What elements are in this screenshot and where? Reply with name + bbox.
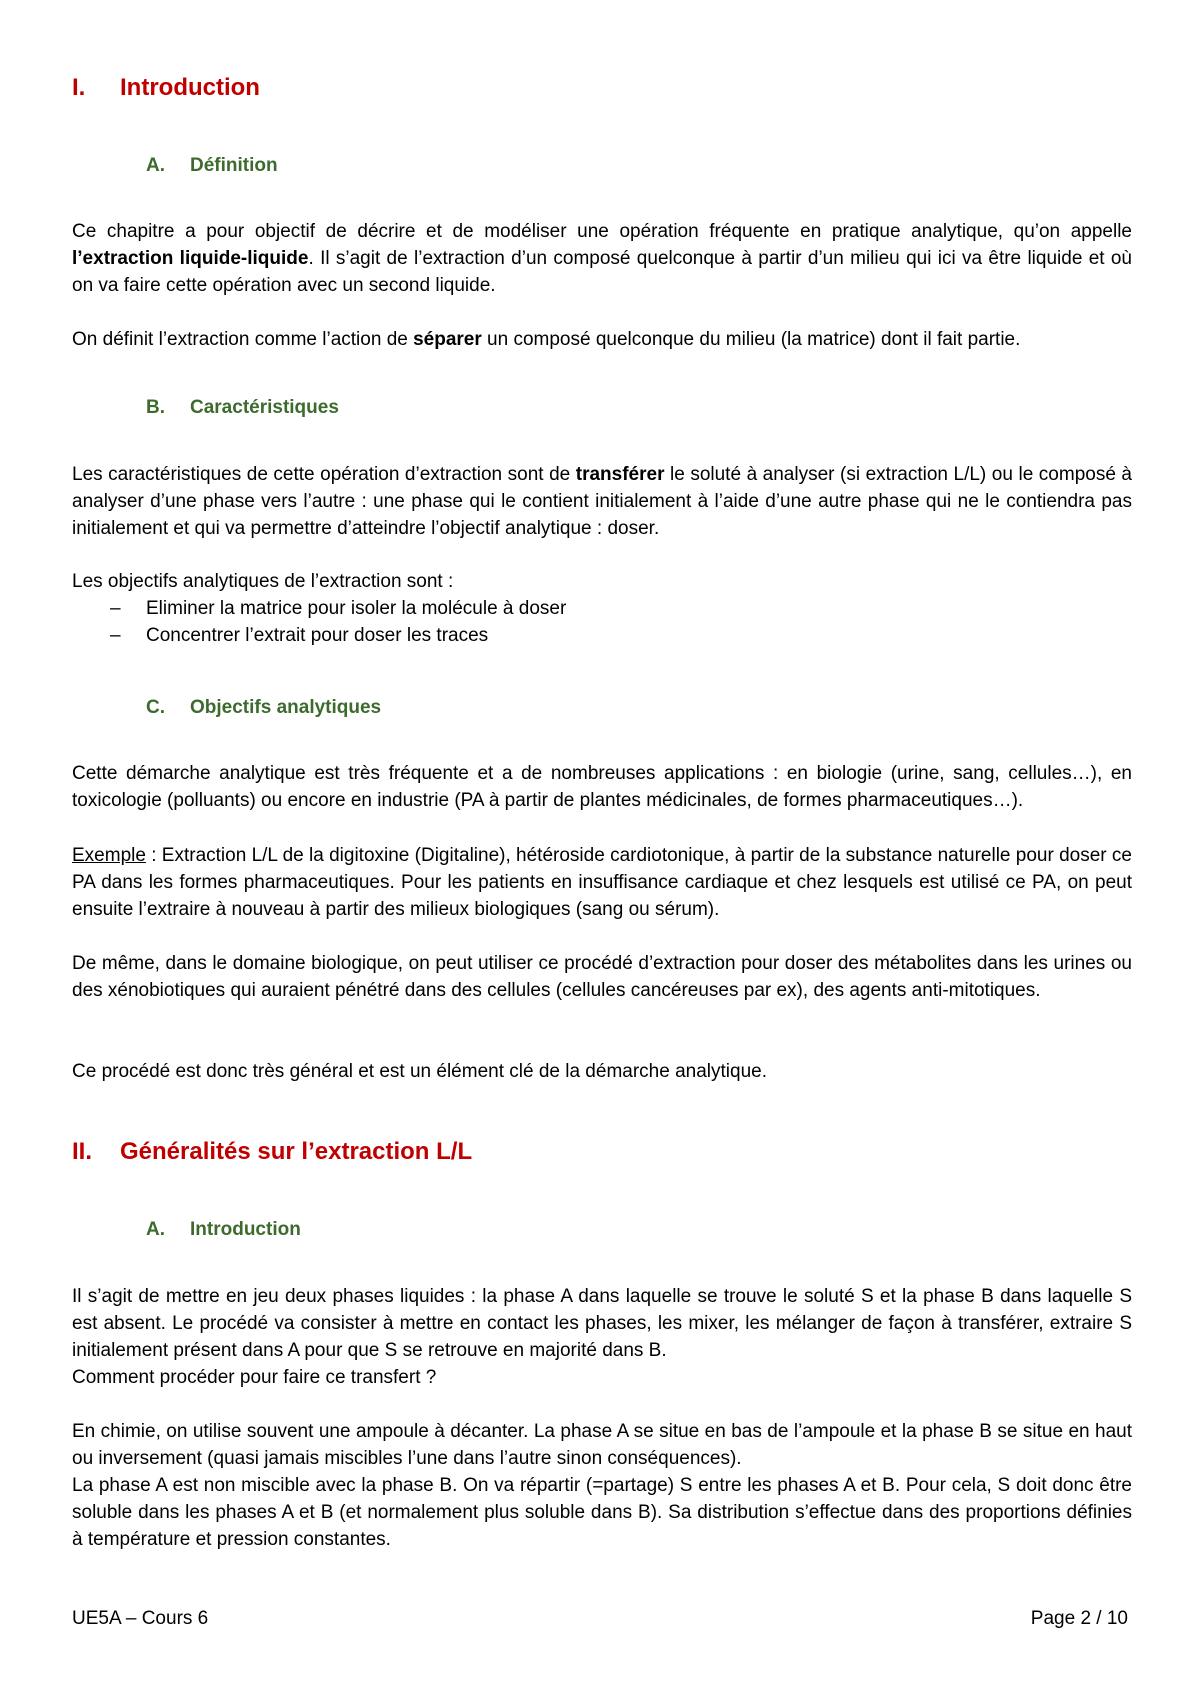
text-run: : Extraction L/L de la digitoxine (Digitaline), hétéroside cardiotonique, à partir de la substance naturelle pour doser ce PA dans les formes pharmaceutiques. Pour les patients en insuffisance cardiaque et chez lesquels est utilisé ce PA, on peut ensuite l’extraire à nouveau à partir des milieux biologiques (sang ou sérum).: [72, 845, 1132, 920]
objectives-list: [72, 595, 1132, 649]
subsection-1c-heading: [146, 697, 381, 719]
list-item-text: Eliminer la matrice pour isoler la molécule à doser: [146, 598, 567, 619]
subsection-1a-title: Définition: [190, 155, 278, 176]
subsection-1b-title: Caractéristiques: [190, 397, 339, 418]
section-1-number: I.: [72, 74, 86, 101]
objectives-list-intro: Les objectifs analytiques de l’extraction sont :: [72, 571, 454, 592]
conclusion-paragraph: Ce procédé est donc très général et est un élément clé de la démarche analytique.: [72, 1061, 767, 1082]
text-run: un composé quelconque du milieu (la matrice) dont il fait partie.: [481, 329, 1021, 350]
dash-bullet: –: [110, 598, 121, 619]
subsection-1b-heading: [146, 397, 339, 419]
bold-term: transférer: [575, 464, 665, 485]
subsection-2a-letter: A.: [146, 1219, 165, 1240]
paragraph-line: Comment procéder pour faire ce transfert ?: [72, 1367, 437, 1388]
text-run: Les caractéristiques de cette opération d’extraction sont de: [72, 464, 576, 485]
subsection-2a-heading: [146, 1219, 301, 1241]
footer-page-number: Page 2 / 10: [1030, 1608, 1128, 1629]
bold-term: l’extraction liquide-liquide: [72, 248, 309, 269]
phases-paragraph: [72, 1283, 1132, 1391]
subsection-2a-title: Introduction: [190, 1219, 301, 1240]
subsection-1a-letter: A.: [146, 155, 165, 176]
definition-paragraph-1: [72, 218, 1132, 299]
subsection-1c-title: Objectifs analytiques: [190, 697, 382, 718]
characteristics-paragraph: [72, 461, 1132, 542]
section-2-heading: [72, 1138, 472, 1166]
section-1-title: Introduction: [120, 74, 260, 101]
subsection-1a-heading: [146, 155, 278, 177]
footer-course: UE5A – Cours 6: [72, 1608, 209, 1629]
section-1-heading: [72, 74, 260, 102]
text-run: . Il s’agit de l’extraction d’un composé quelconque à partir d’un milieu qui ici va être liquide et où on va faire cette opération avec un second liquide.: [72, 248, 1132, 296]
definition-paragraph-2: [72, 326, 1132, 353]
list-item: [72, 622, 1132, 649]
dash-bullet: –: [110, 625, 121, 646]
list-item: [72, 595, 1132, 622]
text-run: le soluté à analyser (si extraction L/L) ou le composé à analyser d’une phase vers l’autre : une phase qui le contient initialement à l’aide d’une autre phase qui ne le contiendra pas initialement et qui va permettre d’atteindre l’objectif analytique : doser.: [72, 464, 1132, 539]
text-run: On définit l’extraction comme l’action de: [72, 329, 414, 350]
section-2-title: Généralités sur l’extraction L/L: [120, 1138, 473, 1165]
paragraph-line: Il s’agit de mettre en jeu deux phases liquides : la phase A dans laquelle se trouve le soluté S et la phase B dans laquelle S est absent. Le procédé va consister à mettre en contact les phases, les mixer, les mélanger de façon à transférer, extraire S initialement présent dans A pour que S se retrouve en majorité dans B.: [72, 1286, 1132, 1361]
biology-paragraph: De même, dans le domaine biologique, on peut utiliser ce procédé d’extraction pour doser des métabolites dans les urines ou des xénobiotiques qui auraient pénétré dans des cellules (cellules cancéreuses par ex), des agents anti-mitotiques.: [72, 953, 1132, 1001]
text-run: Ce chapitre a pour objectif de décrire et de modéliser une opération fréquente en pratique analytique, qu’on appelle: [72, 221, 1132, 242]
decanting-paragraph: [72, 1418, 1132, 1553]
bold-term: séparer: [413, 329, 482, 350]
subsection-1c-letter: C.: [146, 697, 165, 718]
paragraph-line: La phase A est non miscible avec la phase B. On va répartir (=partage) S entre les phases A et B. Pour cela, S doit donc être soluble dans les phases A et B (et normalement plus soluble dans B). Sa distribution s’effectue dans des proportions définies à température et pression constantes.: [72, 1475, 1132, 1550]
paragraph-line: En chimie, on utilise souvent une ampoule à décanter. La phase A se situe en bas de l’ampoule et la phase B se situe en haut ou inversement (quasi jamais miscibles l’une dans l’autre sinon conséquences).: [72, 1421, 1132, 1469]
subsection-1b-letter: B.: [146, 397, 165, 418]
objectives-paragraph: Cette démarche analytique est très fréquente et a de nombreuses applications : en biologie (urine, sang, cellules…), en toxicologie (polluants) ou encore en industrie (PA à partir de plantes médicinales, de formes pharmaceutiques…).: [72, 763, 1132, 811]
example-paragraph: [72, 842, 1132, 923]
example-label: Exemple: [72, 845, 146, 866]
list-item-text: Concentrer l’extrait pour doser les traces: [146, 625, 489, 646]
section-2-number: II.: [72, 1138, 93, 1165]
